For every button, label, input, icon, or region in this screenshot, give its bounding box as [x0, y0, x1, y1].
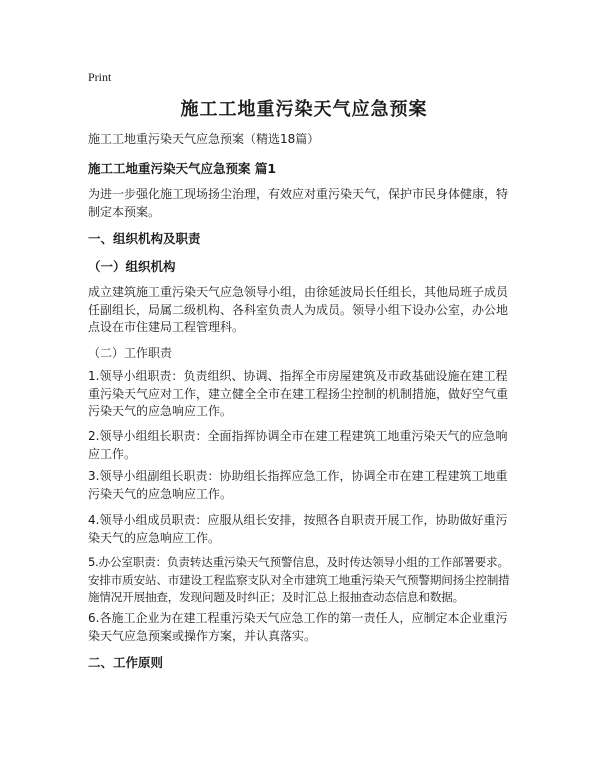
document-subtitle: 施工工地重污染天气应急预案（精选18篇） — [88, 132, 320, 146]
duty-paragraph-6: 6.各施工企业为在建工程重污染天气应急工作的第一责任人，应制定本企业重污染天气应急预案或操作方案，并认真落实。 — [88, 611, 508, 643]
duty-paragraph-3: 3.领导小组副组长职责：协助组长指挥应急工作，协调全市在建工程建筑工地重污染天气的应急响应工作。 — [88, 469, 508, 501]
duty-paragraph-5: 5.办公室职责：负责转达重污染天气预警信息，及时传达领导小组的工作部署要求。安排市质安站、市建设工程监察支队对全市建筑工地重污染天气预警期间扬尘控制措施情况开展抽查，发现问题及时纠正；及时汇总上报抽查动态信息和数据。 — [88, 555, 510, 604]
section1-heading: 一、组织机构及职责 — [88, 231, 201, 246]
duty-paragraph-4: 4.领导小组成员职责：应服从组长安排，按照各自职责开展工作，协助做好重污染天气的应急响应工作。 — [88, 513, 508, 545]
intro-paragraph: 为进一步强化施工现场扬尘治理，有效应对重污染天气，保护市民身体健康，特制定本预案。 — [88, 187, 509, 219]
duty-paragraph-1: 1.领导小组职责：负责组织、协调、指挥全市房屋建筑及市政基础设施在建工程重污染天气应对工作，建立健全全市在建工程扬尘控制的机制措施，做好空气重污染天气的应急响应工作。 — [88, 369, 509, 418]
section2-heading: 二、工作原则 — [88, 655, 164, 670]
print-label[interactable]: Print — [88, 70, 112, 84]
section1-2-heading: （二）工作职责 — [88, 346, 173, 360]
section1-1-heading: （一）组织机构 — [88, 259, 176, 274]
duty-paragraph-2: 2.领导小组组长职责：全面指挥协调全市在建工程建筑工地重污染天气的应急响应工作。 — [88, 429, 508, 461]
document-title: 施工工地重污染天气应急预案 — [180, 99, 428, 120]
article-heading: 施工工地重污染天气应急预案 篇1 — [88, 161, 277, 176]
organization-paragraph: 成立建筑施工重污染天气应急领导小组，由徐延波局长任组长，其他局班子成员任副组长，局属二级机构、各科室负责人为成员。领导小组下设办公室，办公地点设在市住建局工程管理科。 — [88, 285, 509, 334]
